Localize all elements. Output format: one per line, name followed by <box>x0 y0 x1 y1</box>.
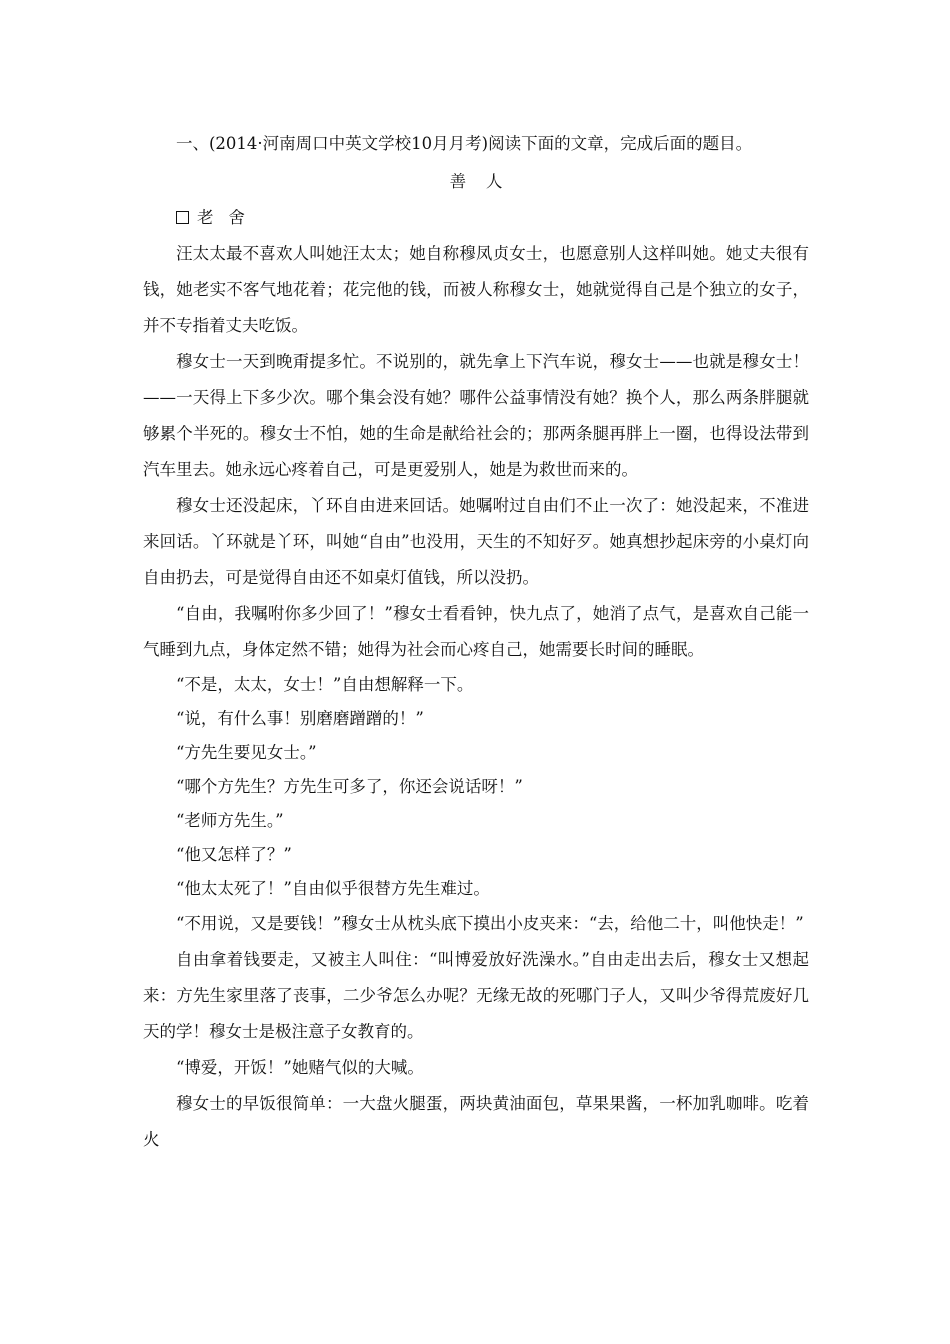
question-intro: 一、(2014·河南周口中英文学校10月月考)阅读下面的文章，完成后面的题目。 <box>176 134 753 153</box>
paragraph-10: “他又怎样了？” <box>176 845 292 864</box>
paragraph-4: “自由，我嘱咐你多少回了！”穆女士看看钟，快九点了，她消了点气，是喜欢自己能一气睡到九点，身体定然不错；她得为社会而心疼自己，她需要长时间的睡眠。 <box>143 604 809 659</box>
paragraph-1: 汪太太最不喜欢人叫她汪太太；她自称穆凤贞女士，也愿意别人这样叫她。她丈夫很有钱，她老实不客气地花着；花完他的钱，而被人称穆女士，她就觉得自己是个独立的女子，并不专指着丈夫吃饭。 <box>143 244 809 335</box>
paragraph-14: “博爱，开饭！”她赌气似的大喊。 <box>176 1058 424 1077</box>
paragraph-6: “说，有什么事！别磨磨蹭蹭的！” <box>176 709 424 728</box>
paragraph-8: “哪个方先生？方先生可多了，你还会说话呀！” <box>176 777 523 796</box>
document-body <box>143 126 809 1158</box>
square-box-icon <box>176 211 189 224</box>
article-title: 善人 <box>449 172 523 191</box>
paragraph-5: “不是，太太，女士！”自由想解释一下。 <box>176 675 474 694</box>
article-author <box>143 200 809 236</box>
paragraph-7: “方先生要见女士。” <box>176 743 317 762</box>
paragraph-13: 自由拿着钱要走，又被主人叫住：“叫博爱放好洗澡水。”自由走出去后，穆女士又想起来：方先生家里落了丧事，二少爷怎么办呢？无缘无故的死哪门子人，又叫少爷得荒废好几天的学！穆女士是极注意子女教育的。 <box>143 950 809 1041</box>
paragraph-12: “不用说，又是要钱！”穆女士从枕头底下摸出小皮夹来：“去，给他二十，叫他快走！” <box>176 914 804 933</box>
paragraph-15: 穆女士的早饭很简单：一大盘火腿蛋，两块黄油面包，草果果酱，一杯加乳咖啡。吃着火 <box>143 1094 809 1149</box>
paragraph-11: “他太太死了！”自由似乎很替方先生难过。 <box>176 879 490 898</box>
paragraph-2: 穆女士一天到晚甭提多忙。不说别的，就先拿上下汽车说，穆女士——也就是穆女士！——一天得上下多少次。哪个集会没有她？哪件公益事情没有她？换个人，那么两条胖腿就够累个半死的。穆女士不怕，她的生命是献给社会的；那两条腿再胖上一圈，也得设法带到汽车里去。她永远心疼着自己，可是更爱别人，她是为救世而来的。 <box>143 352 809 479</box>
paragraph-9: “老师方先生。” <box>176 811 284 830</box>
author-name: 老舍 <box>197 208 260 227</box>
paragraph-3: 穆女士还没起床，丫环自由进来回话。她嘱咐过自由们不止一次了：她没起来，不准进来回话。丫环就是丫环，叫她“自由”也没用，天生的不知好歹。她真想抄起床旁的小桌灯向自由扔去，可是觉得自由还不如桌灯值钱，所以没扔。 <box>143 496 809 587</box>
